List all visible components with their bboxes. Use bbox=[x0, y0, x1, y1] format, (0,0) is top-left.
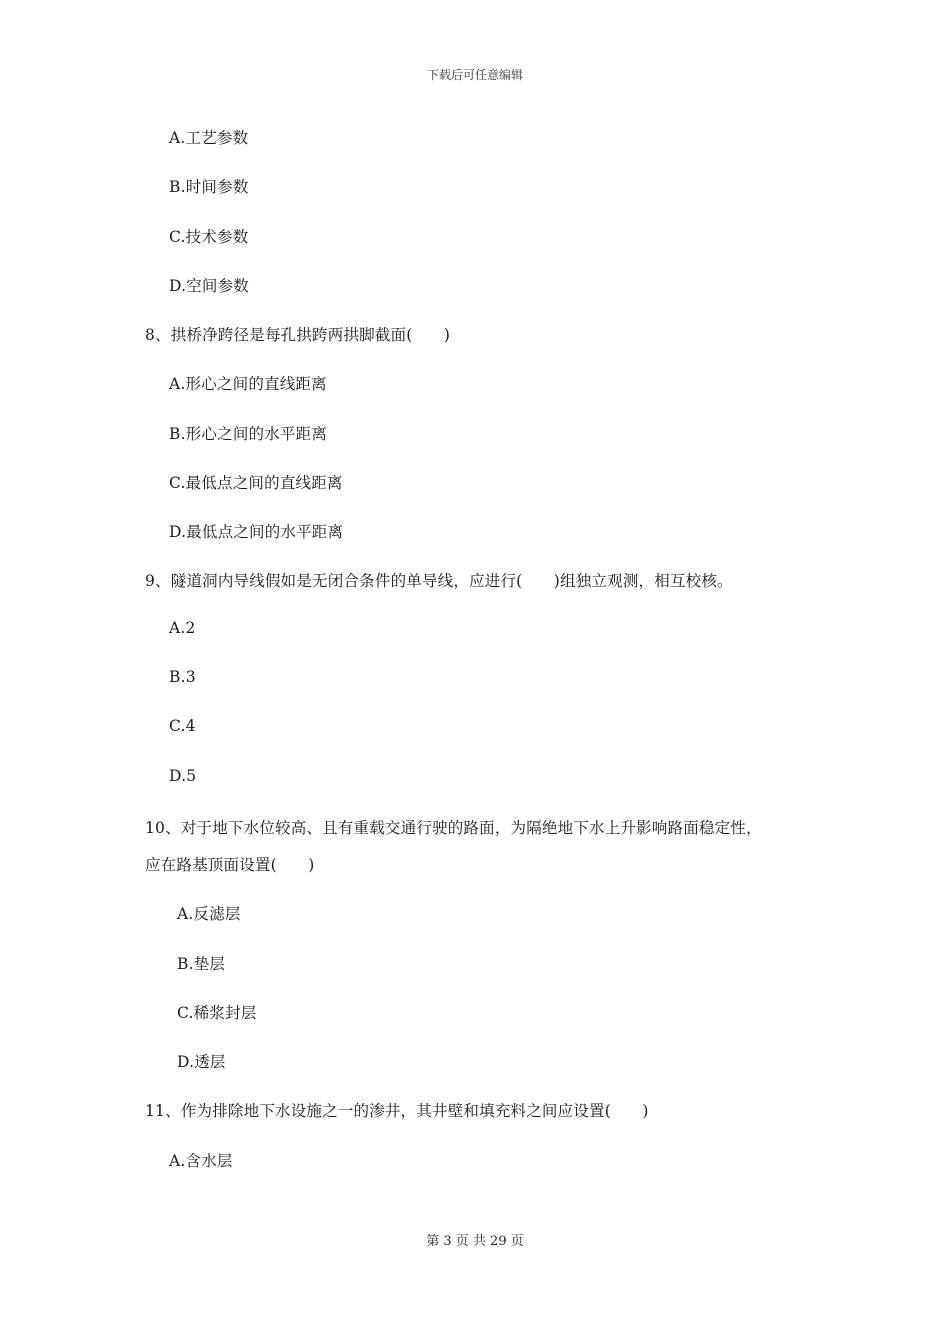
q9-option-a: A.2 bbox=[169, 619, 196, 637]
q10-stem-line2: 应在路基顶面设置( ) bbox=[145, 856, 315, 874]
page-footer: 第 3 页 共 29 页 bbox=[426, 1234, 524, 1249]
q9-option-b: B.3 bbox=[169, 668, 196, 686]
q9-stem: 9、隧道洞内导线假如是无闭合条件的单导线，应进行( )组独立观测，相互校核。 bbox=[145, 572, 733, 590]
q8-option-c: C.最低点之间的直线距离 bbox=[169, 474, 343, 492]
q11-stem: 11、作为排除地下水设施之一的渗井，其井壁和填充料之间应设置( ) bbox=[145, 1102, 649, 1120]
q7-option-c: C.技术参数 bbox=[169, 228, 249, 246]
q7-option-d: D.空间参数 bbox=[169, 277, 250, 295]
q10-option-a: A.反滤层 bbox=[177, 905, 241, 923]
q10-stem-line1: 10、对于地下水位较高、且有重载交通行驶的路面，为隔绝地下水上升影响路面稳定性， bbox=[145, 819, 762, 837]
q8-option-a: A.形心之间的直线距离 bbox=[169, 375, 327, 393]
q7-option-a: A.工艺参数 bbox=[169, 129, 249, 147]
q8-option-d: D.最低点之间的水平距离 bbox=[169, 523, 344, 541]
q10-option-c: C.稀浆封层 bbox=[177, 1004, 257, 1022]
q8-stem: 8、拱桥净跨径是每孔拱跨两拱脚截面( ) bbox=[145, 326, 451, 344]
q9-option-d: D.5 bbox=[169, 767, 197, 785]
page-header: 下载后可任意编辑 bbox=[426, 68, 523, 82]
q10-option-b: B.垫层 bbox=[177, 955, 226, 973]
q7-option-b: B.时间参数 bbox=[169, 178, 249, 196]
q11-option-a: A.含水层 bbox=[169, 1152, 233, 1170]
q8-option-b: B.形心之间的水平距离 bbox=[169, 425, 328, 443]
q9-option-c: C.4 bbox=[169, 717, 196, 735]
q10-option-d: D.透层 bbox=[177, 1053, 226, 1071]
